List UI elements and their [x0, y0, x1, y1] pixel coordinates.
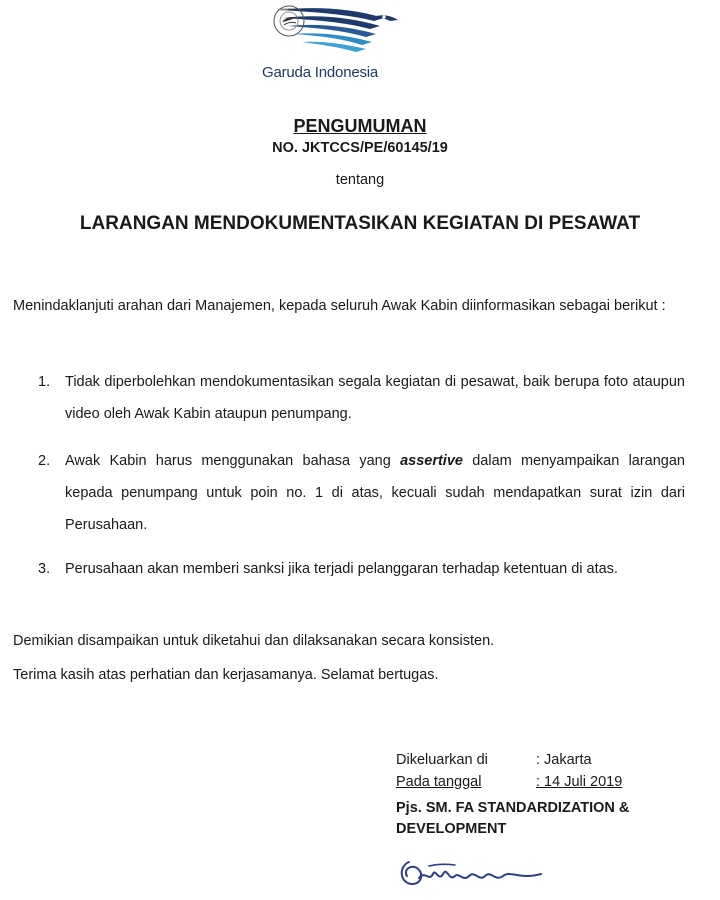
signature-block — [396, 752, 706, 840]
brand-name: Garuda Indonesia — [262, 64, 379, 81]
issued-row — [396, 752, 706, 774]
list-text: Perusahaan akan memberi sanksi jika terjadi pelanggaran terhadap ketentuan di atas. — [65, 561, 618, 577]
garuda-logo — [262, 4, 452, 90]
skyteam-seal-icon — [272, 4, 306, 38]
announcement-number: NO. JKTCCS/PE/60145/19 — [272, 140, 448, 156]
announcement-title: PENGUMUMAN — [293, 116, 427, 136]
closing-line: Demikian disampaikan untuk diketahui dan dilaksanakan secara konsisten. — [13, 633, 495, 649]
signatory-title: Pjs. SM. FA STANDARDIZATION & DEVELOPMENT — [396, 800, 630, 837]
list-text: Tidak diperbolehkan mendokumentasikan segala kegiatan di pesawat, baik berupa foto ataupun video oleh Awak Kabin ataupun penumpang. — [65, 374, 685, 422]
handwritten-signature — [395, 852, 555, 896]
emphasis-word: assertive — [400, 453, 463, 469]
list-text-post: dalam menyampaikan larangan kepada penumpang untuk poin no. 1 di atas, kecuali sudah mendapatkan surat izin dari Perusahaan. — [65, 453, 685, 533]
closing-line: Terima kasih atas perhatian dan kerjasamanya. Selamat bertugas. — [13, 667, 439, 683]
list-text — [65, 445, 685, 541]
list-number: 1. — [38, 374, 51, 390]
list-text-pre: Awak Kabin harus menggunakan bahasa yang — [65, 453, 401, 469]
date-label: Pada tanggal — [396, 774, 482, 790]
issued-value: : Jakarta — [536, 752, 592, 768]
announcement-about: tentang — [335, 172, 385, 188]
date-value: : 14 Juli 2019 — [536, 774, 623, 790]
announcement-subject: LARANGAN MENDOKUMENTASIKAN KEGIATAN DI PESAWAT — [79, 213, 641, 234]
date-row — [396, 774, 706, 796]
intro-paragraph: Menindaklanjuti arahan dari Manajemen, kepada seluruh Awak Kabin diinformasikan sebagai berikut : — [13, 298, 666, 314]
list-number: 3. — [38, 561, 51, 577]
issued-label: Dikeluarkan di — [396, 752, 488, 768]
list-number: 2. — [38, 453, 51, 469]
seal-text: SKYTEAM — [279, 6, 299, 12]
